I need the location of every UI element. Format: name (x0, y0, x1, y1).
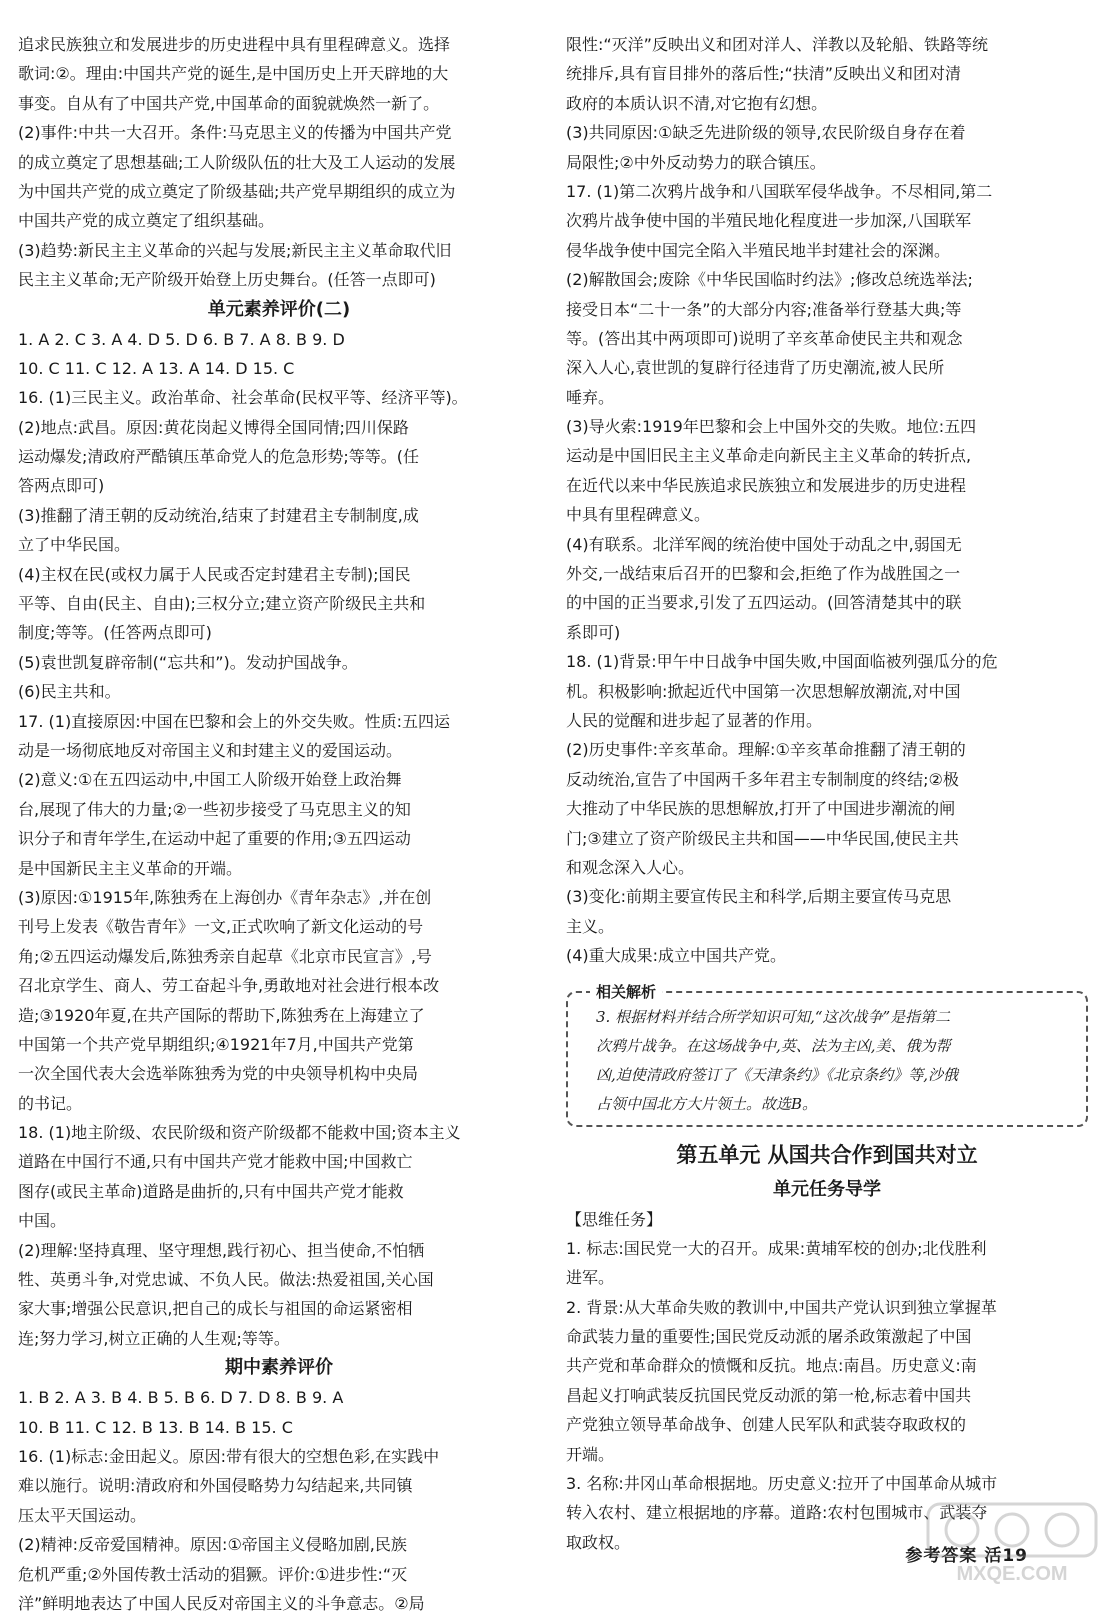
section-heading: 单元素养评价(二) (207, 298, 351, 320)
text-line: 等。(答出其中两项即可)说明了辛亥革命使民主共和观念 (566, 328, 963, 348)
text-line: 刊号上发表《敬告青年》一文,正式吹响了新文化运动的号 (18, 917, 424, 937)
text-line: 的中国的正当要求,引发了五四运动。(回答清楚其中的联 (566, 593, 962, 613)
text-line: 转入农村、建立根据地的序幕。道路:农村包围城市、武装夺 (566, 1503, 988, 1523)
text-line: 主义。 (566, 916, 615, 936)
text-line: 16. (1)标志:金田起义。原因:带有很大的空想色彩,在实践中 (18, 1446, 440, 1466)
text-line: 的书记。 (18, 1093, 83, 1113)
text-line: 难以施行。说明:清政府和外国侵略势力勾结起来,共同镇 (18, 1476, 413, 1496)
text-line: (3)原因:①1915年,陈独秀在上海创办《青年杂志》,并在创 (18, 887, 432, 907)
text-line: 立了中华民国。 (18, 535, 131, 555)
text-line: (2)理解:坚持真理、坚守理想,践行初心、担当使命,不怕牺 (18, 1240, 425, 1260)
text-line: 取政权。 (566, 1532, 631, 1552)
text-line: (4)有联系。北洋军阀的统治使中国处于动乱之中,弱国无 (566, 534, 962, 554)
unit-title: 第五单元 从国共合作到国共对立 (676, 1142, 978, 1167)
text-line: 识分子和青年学生,在运动中起了重要的作用;③五四运动 (18, 829, 411, 849)
analysis-title: 相关解析 (590, 980, 662, 1004)
text-line: 一次全国代表大会选举陈独秀为党的中央领导机构中央局 (18, 1064, 419, 1084)
text-line: 制度;等等。(任答两点即可) (18, 623, 212, 643)
text-line: 反动统治,宣告了中国两千多年君主专制制度的终结;②极 (566, 769, 959, 789)
text-line: 1. A 2. C 3. A 4. D 5. D 6. B 7. A 8. B 9. D (18, 329, 345, 349)
text-line: 产党独立领导革命战争、创建人民军队和武装夺取政权的 (566, 1415, 967, 1435)
text-line: 连;努力学习,树立正确的人生观;等等。 (18, 1328, 290, 1348)
text-line: 3. 名称:井冈山革命根据地。历史意义:拉开了中国革命从城市 (566, 1474, 998, 1494)
text-line: 中国第一个共产党早期组织;④1921年7月,中国共产党第 (18, 1034, 414, 1054)
text-line: 17. (1)直接原因:中国在巴黎和会上的外交失败。性质:五四运 (18, 711, 450, 731)
text-line: 机。积极影响:掀起近代中国第一次思想解放潮流,对中国 (566, 681, 961, 701)
text-line: 2. 背景:从大革命失败的教训中,中国共产党认识到独立掌握革 (566, 1297, 997, 1317)
watermark-logo (922, 1500, 1102, 1588)
text-line: 中国共产党的成立奠定了组织基础。 (18, 211, 275, 231)
text-line: 命武装力量的重要性;国民党反动派的屠杀政策激起了中国 (566, 1327, 972, 1347)
text-line: (3)变化:前期主要宣传民主和科学,后期主要宣传马克思 (566, 887, 952, 907)
text-line: 17. (1)第二次鸦片战争和八国联军侵华战争。不尽相同,第二 (566, 181, 993, 201)
text-line: 为中国共产党的成立奠定了阶级基础;共产党早期组织的成立为 (18, 181, 456, 201)
footer-label: 参考答案 (905, 1546, 978, 1566)
text-line: (2)意义:①在五四运动中,中国工人阶级开始登上政治舞 (18, 770, 402, 790)
text-line: 角;②五四运动爆发后,陈独秀亲自起草《北京市民宣言》,号 (18, 946, 432, 966)
right-column (566, 30, 1088, 1557)
text-line: 动是一场彻底地反对帝国主义和封建主义的爱国运动。 (18, 740, 403, 760)
text-line: 共产党和革命群众的愤慨和反抗。地点:南昌。历史意义:南 (566, 1356, 977, 1376)
text-line: 系即可) (566, 622, 621, 642)
watermark-text: MXQE.COM (956, 1563, 1068, 1585)
text-line: 侵华战争使中国完全陷入半殖民地半封建社会的深渊。 (566, 240, 951, 260)
text-line: (5)袁世凯复辟帝制(“忘共和”)。发动护国战争。 (18, 652, 358, 672)
text-line: 洋”鲜明地表达了中国人民反对帝国主义的斗争意志。②局 (18, 1593, 425, 1613)
text-line: (2)历史事件:辛亥革命。理解:①辛亥革命推翻了清王朝的 (566, 740, 966, 760)
text-line: 台,展现了伟大的力量;②一些初步接受了马克思主义的知 (18, 799, 411, 819)
text-line: (6)民主共和。 (18, 682, 121, 702)
section-heading: 期中素养评价 (225, 1357, 333, 1379)
text-line: 10. B 11. C 12. B 13. B 14. B 15. C (18, 1417, 293, 1437)
text-line: 牲、英勇斗争,对党忠诚、不负人民。做法:热爱祖国,关心国 (18, 1270, 434, 1290)
analysis-line: 凶,迫使清政府签订了《天津条约》《北京条约》等,沙俄 (596, 1065, 959, 1084)
text-line: (4)重大成果:成立中国共产党。 (566, 946, 787, 966)
text-line: 图存(或民主革命)道路是曲折的,只有中国共产党才能救 (18, 1181, 404, 1201)
text-line: 召北京学生、商人、劳工奋起斗争,勇敢地对社会进行根本改 (18, 976, 440, 996)
text-line: (3)趋势:新民主主义革命的兴起与发展;新民主主义革命取代旧 (18, 240, 452, 260)
text-line: 人民的觉醒和进步起了显著的作用。 (566, 710, 823, 730)
text-line: (3)共同原因:①缺乏先进阶级的领导,农民阶级自身存在着 (566, 123, 966, 143)
text-line: 答两点即可) (18, 476, 105, 496)
text-line: 接受日本“二十一条”的大部分内容;准备举行登基大典;等 (566, 299, 962, 319)
left-column (18, 30, 540, 1618)
text-line: 次鸦片战争使中国的半殖民地化程度进一步加深,八国联军 (566, 211, 972, 231)
text-line: 深入人心,袁世凯的复辟行径违背了历史潮流,被人民所 (566, 358, 945, 378)
text-line: (2)精神:反帝爱国精神。原因:①帝国主义侵略加剧,民族 (18, 1535, 407, 1555)
text-line: 的成立奠定了思想基础;工人阶级队伍的壮大及工人运动的发展 (18, 152, 456, 172)
text-line: 运动爆发;清政府严酷镇压革命党人的危急形势;等等。(任 (18, 447, 420, 467)
analysis-line: 占领中国北方大片领土。故选B。 (596, 1094, 818, 1113)
text-line: 民主主义革命;无产阶级开始登上历史舞台。(任答一点即可) (18, 270, 436, 290)
text-line: 危机严重;②外国传教士活动的猖獗。评价:①进步性:“灭 (18, 1564, 408, 1584)
analysis-line: 次鸦片战争。在这场战争中,英、法为主凶,美、俄为帮 (596, 1036, 951, 1055)
text-line: 昌起义打响武装反抗国民党反动派的第一枪,标志着中国共 (566, 1385, 972, 1405)
text-line: 18. (1)地主阶级、农民阶级和资产阶级都不能救中国;资本主义 (18, 1123, 461, 1143)
text-line: 事变。自从有了中国共产党,中国革命的面貌就焕然一新了。 (18, 93, 440, 113)
text-line: 在近代以来中华民族追求民族独立和发展进步的历史进程 (566, 475, 967, 495)
text-line: 压太平天国运动。 (18, 1505, 147, 1525)
text-line: 造;③1920年夏,在共产国际的帮助下,陈独秀在上海建立了 (18, 1005, 425, 1025)
section-heading: 单元任务导学 (773, 1178, 881, 1200)
text-line: 家大事;增强公民意识,把自己的成长与祖国的命运紧密相 (18, 1299, 413, 1319)
text-line: 【思维任务】 (566, 1209, 663, 1229)
text-line: 平等、自由(民主、自由);三权分立;建立资产阶级民主共和 (18, 594, 426, 614)
text-line: (2)解散国会;废除《中华民国临时约法》;修改总统选举法; (566, 270, 973, 290)
text-line: 统排斥,具有盲目排外的落后性;“扶清”反映出义和团对清 (566, 64, 962, 84)
text-line: 大推动了中华民族的思想解放,打开了中国进步潮流的闸 (566, 799, 956, 819)
text-line: 进军。 (566, 1268, 615, 1288)
text-line: 唾弃。 (566, 387, 615, 407)
analysis-line: 3. 根据材料并结合所学知识可知,“这次战争”是指第二 (596, 1007, 951, 1026)
text-line: 和观念深入人心。 (566, 857, 695, 877)
text-line: (3)推翻了清王朝的反动统治,结束了封建君主专制制度,成 (18, 505, 419, 525)
page-number: 活19 (984, 1546, 1028, 1566)
text-line: 门;③建立了资产阶级民主共和国——中华民国,使民主共 (566, 828, 959, 848)
text-line: 运动是中国旧民主主义革命走向新民主主义革命的转折点, (566, 446, 972, 466)
text-line: 歌词:②。理由:中国共产党的诞生,是中国历史上开天辟地的大 (18, 64, 449, 84)
text-line: 中国。 (18, 1211, 67, 1231)
text-line: 16. (1)三民主义。政治革命、社会革命(民权平等、经济平等)。 (18, 388, 468, 408)
text-line: (2)地点:武昌。原因:黄花岗起义博得全国同情;四川保路 (18, 417, 409, 437)
text-line: (3)导火索:1919年巴黎和会上中国外交的失败。地位:五四 (566, 417, 977, 437)
text-line: (2)事件:中共一大召开。条件:马克思主义的传播为中国共产党 (18, 123, 452, 143)
text-line: 中具有里程碑意义。 (566, 505, 711, 525)
text-line: 是中国新民主主义革命的开端。 (18, 858, 243, 878)
text-line: 追求民族独立和发展进步的历史进程中具有里程碑意义。选择 (18, 35, 451, 54)
text-line: 外交,一战结束后召开的巴黎和会,拒绝了作为战胜国之一 (566, 564, 961, 584)
text-line: 局限性;②中外反动势力的联合镇压。 (566, 152, 826, 172)
text-line: 10. C 11. C 12. A 13. A 14. D 15. C (18, 358, 295, 378)
text-line: 限性:“灭洋”反映出义和团对洋人、洋教以及轮船、铁路等统 (566, 35, 988, 54)
text-line: 道路在中国行不通,只有中国共产党才能救中国;中国救亡 (18, 1152, 413, 1172)
text-line: 18. (1)背景:甲午中日战争中国失败,中国面临被列强瓜分的危 (566, 652, 998, 672)
text-line: 1. 标志:国民党一大的召开。成果:黄埔军校的创办;北伐胜利 (566, 1238, 987, 1258)
analysis-box (566, 982, 1088, 1127)
text-line: (4)主权在民(或权力属于人民或否定封建君主专制);国民 (18, 564, 411, 584)
text-line: 开端。 (566, 1444, 615, 1464)
text-line: 1. B 2. A 3. B 4. B 5. B 6. D 7. D 8. B 9. A (18, 1388, 344, 1408)
text-line: 政府的本质认识不清,对它抱有幻想。 (566, 93, 828, 113)
